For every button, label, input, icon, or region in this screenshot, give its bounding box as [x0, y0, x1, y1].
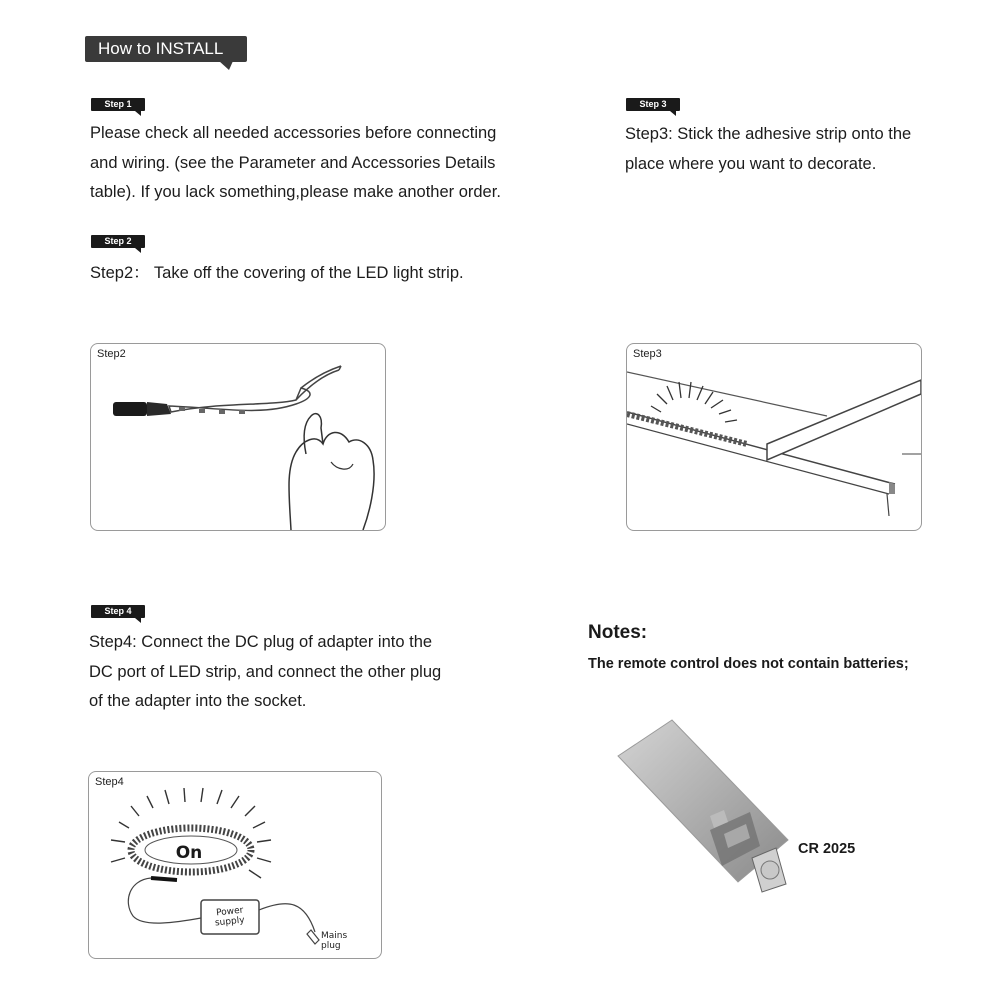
step-2-tag-label: Step 2	[104, 236, 132, 246]
step-4-line: of the adapter into the socket.	[89, 692, 307, 710]
step-1-tag	[91, 98, 145, 111]
power-supply-label-1: Power	[215, 905, 244, 919]
step-1-line: Please check all needed accessories before connecting	[90, 124, 497, 142]
connect-power-illustration	[89, 772, 382, 959]
step-3-illustration-panel	[626, 343, 922, 531]
install-header-banner	[85, 36, 247, 62]
notes-title: Notes:	[588, 622, 648, 643]
notes-text: The remote control does not contain batteries;	[588, 656, 909, 672]
remote-control-image	[610, 716, 800, 896]
step-4-tag-label: Step 4	[104, 606, 132, 616]
step-4-line: DC port of LED strip, and connect the other plug	[89, 662, 442, 681]
step-4-text	[89, 628, 441, 717]
step-1-text	[90, 119, 501, 208]
step-3-line: place where you want to decorate.	[625, 154, 877, 173]
step-3-panel-label: Step3	[633, 348, 662, 360]
power-supply-label-2: supply	[214, 915, 246, 929]
battery-type-label: CR 2025	[798, 841, 856, 857]
step-3-text	[625, 120, 911, 179]
step-3-tag-label: Step 3	[639, 99, 667, 109]
step-1-line: and wiring. (see the Parameter and Accessories Details	[90, 153, 496, 172]
step-3-line: Step3: Stick the adhesive strip onto the	[625, 125, 912, 143]
step-4-tag	[91, 605, 145, 618]
step-2-panel-label: Step2	[97, 348, 126, 360]
step-4-panel-label: Step4	[95, 776, 124, 788]
step-3-tag	[626, 98, 680, 111]
mains-plug-label-1: Mains	[321, 931, 348, 941]
step-2-line: Step2： Take off the covering of the LED light strip.	[90, 264, 464, 282]
stick-strip-illustration	[627, 344, 922, 531]
step-1-tag-label: Step 1	[104, 99, 132, 109]
mains-plug-label-2: plug	[321, 941, 341, 951]
step-2-tag	[91, 235, 145, 248]
step-4-line: Step4: Connect the DC plug of adapter into the	[89, 633, 433, 651]
step-2-illustration-panel	[90, 343, 386, 531]
step-1-line: table). If you lack something,please make another order.	[90, 183, 501, 201]
on-label: On	[175, 843, 203, 863]
step-2-text	[90, 259, 464, 289]
step-4-illustration-panel	[88, 771, 382, 959]
peel-strip-illustration	[91, 344, 386, 531]
install-header-title: How to INSTALL	[98, 39, 224, 58]
